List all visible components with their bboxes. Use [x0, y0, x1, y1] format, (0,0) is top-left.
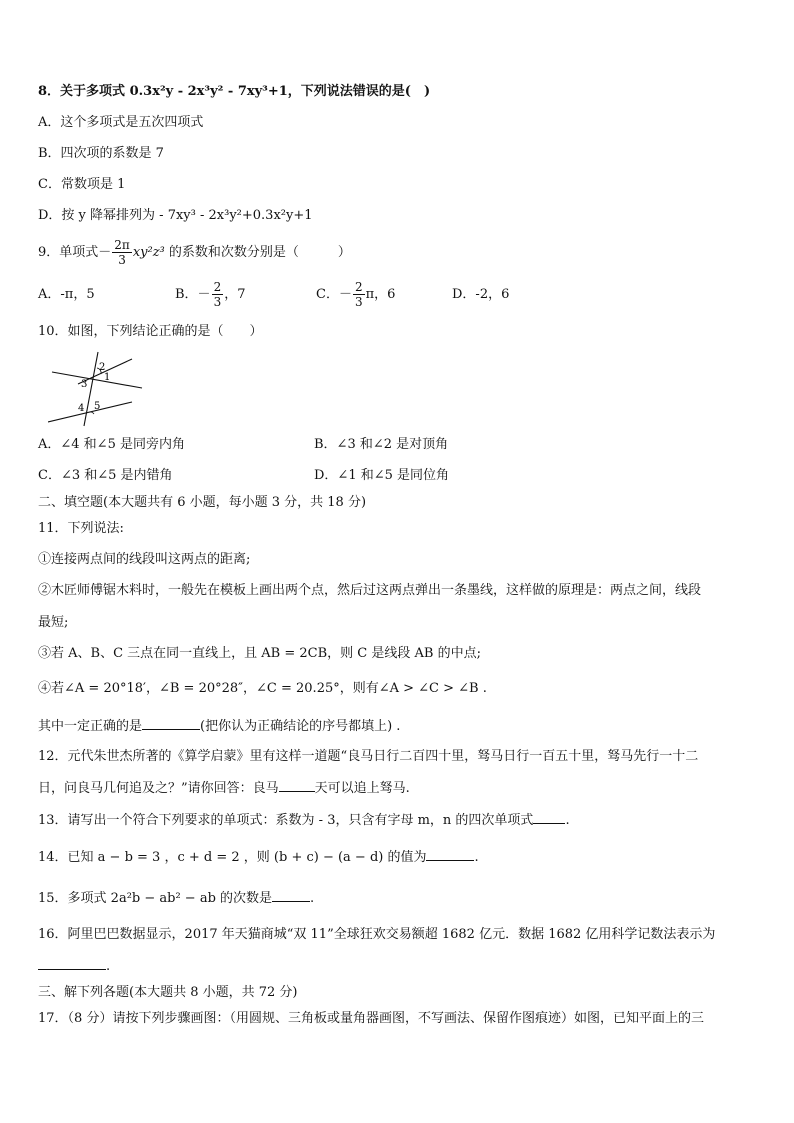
- q10-option-d: D．∠1 和∠5 是同位角: [314, 468, 450, 483]
- q16-answer-blank[interactable]: [38, 957, 106, 970]
- q9-suffix: 的系数和次数分别是（ ）: [168, 245, 351, 260]
- q10-option-a: A．∠4 和∠5 是同旁内角: [38, 437, 185, 452]
- q12-line2-suffix: 天可以追上驽马.: [314, 781, 410, 796]
- q13-answer-blank[interactable]: [533, 811, 565, 824]
- q8-option-a: A．这个多项式是五次四项式: [38, 115, 204, 130]
- q12-answer-blank[interactable]: [279, 779, 315, 792]
- angle-arc-5: [89, 412, 94, 414]
- q11-answer-suffix: (把你认为正确结论的序号都填上) .: [200, 719, 401, 734]
- q9-option-b: [175, 278, 245, 312]
- q10-angle-figure: [48, 344, 148, 430]
- angle-label-3: 3: [81, 379, 88, 390]
- q9-option-c-num: 2: [354, 280, 363, 294]
- q9-option-b-suffix: ，7: [224, 287, 246, 302]
- angle-label-4: 4: [78, 403, 85, 414]
- q11-answer-blank[interactable]: [142, 717, 200, 730]
- q14-text-suffix: .: [474, 850, 479, 865]
- q15-text-suffix: .: [310, 891, 315, 906]
- q16-line2-suffix: .: [106, 959, 111, 974]
- q14-answer-blank[interactable]: [426, 848, 474, 861]
- q14-text: [38, 848, 479, 867]
- q9-expr: xy²z³: [132, 245, 165, 260]
- q8-stem: 8．关于多项式 0.3x²y - 2x³y² - 7xy³+1，下列说法错误的是( ): [38, 84, 431, 99]
- q9-option-b-fraction: [212, 280, 224, 309]
- q10-option-b: B．∠3 和∠2 是对顶角: [314, 437, 449, 452]
- q11-statement-3: ③若 A、B、C 三点在同一直线上，且 AB = 2CB，则 C 是线段 AB 的中点;: [38, 646, 481, 661]
- q11-statement-2-line2: 最短;: [38, 615, 69, 630]
- q13-text-prefix: 13．请写出一个符合下列要求的单项式：系数为 - 3，只含有字母 m，n 的四次单项式: [38, 813, 534, 828]
- q12-line1: 12．元代朱世杰所著的《算学启蒙》里有这样一道题“良马日行二百四十里，驽马日行一百五十里，驽马先行一十二: [38, 749, 699, 764]
- q9-stem: [38, 236, 351, 270]
- q9-option-c: [316, 278, 395, 312]
- q15-answer-blank[interactable]: [272, 889, 310, 902]
- q15-text-prefix: 15．多项式 2a²b − ab² − ab 的次数是: [38, 891, 273, 906]
- angle-label-1: 1: [104, 372, 111, 383]
- q11-stem: 11．下列说法:: [38, 521, 124, 536]
- q14-text-prefix: 14．已知 a − b = 3 ，c + d = 2 ，则 (b + c) − (a − d) 的值为: [38, 850, 427, 865]
- section-3-heading: 三、解下列各题(本大题共 8 小题，共 72 分): [38, 985, 298, 1000]
- section-2-heading: 二、填空题(本大题共有 6 小题，每小题 3 分，共 18 分): [38, 495, 367, 510]
- q9-frac-den: 3: [118, 253, 126, 267]
- q9-option-c-fraction: [353, 280, 365, 309]
- q9-option-c-prefix: C．－: [316, 287, 352, 302]
- q11-answer-line: [38, 717, 400, 736]
- q9-coefficient-fraction: [112, 238, 132, 267]
- q8-option-b: B．四次项的系数是 7: [38, 146, 164, 161]
- q9-option-d: D．-2，6: [452, 287, 510, 302]
- q11-statement-2-line1: ②木匠师傅锯木料时，一般先在模板上画出两个点，然后过这两点弹出一条墨线，这样做的原理是：两点之间，线段: [38, 583, 702, 598]
- angle-label-5: 5: [94, 401, 101, 412]
- q9-frac-num: 2π: [114, 238, 130, 252]
- q9-option-a: A．-π，5: [38, 287, 95, 302]
- q9-prefix: 9．单项式－: [38, 245, 112, 260]
- q13-text-suffix: .: [565, 813, 570, 828]
- q16-line2: [38, 957, 110, 976]
- q11-answer-prefix: 其中一定正确的是: [38, 719, 143, 734]
- q9-option-b-den: 3: [213, 295, 222, 309]
- q15-text: [38, 889, 314, 908]
- q16-line1: 16．阿里巴巴数据显示，2017 年天猫商城“双 11”全球狂欢交易额超 1682 亿元．数据 1682 亿用科学记数法表示为: [38, 927, 716, 942]
- q10-stem: 10．如图，下列结论正确的是（ ）: [38, 324, 263, 339]
- q12-line2-prefix: 日，问良马几何追及之？”请你回答：良马: [38, 781, 279, 796]
- q9-option-c-den: 3: [354, 295, 363, 309]
- figure-line-upper: [52, 372, 142, 388]
- q8-option-d: D．按 y 降幂排列为 - 7xy³ - 2x³y²+0.3x²y+1: [38, 208, 313, 223]
- q10-option-c: C．∠3 和∠5 是内错角: [38, 468, 173, 483]
- q11-statement-1: ①连接两点间的线段叫这两点的距离;: [38, 552, 251, 567]
- q11-statement-4: ④若∠A = 20°18′，∠B = 20°28″，∠C = 20.25°，则有∠A > ∠C > ∠B .: [38, 681, 487, 696]
- q12-line2: [38, 779, 410, 798]
- q8-option-c: C．常数项是 1: [38, 177, 126, 192]
- angle-label-2: 2: [99, 362, 106, 373]
- q9-option-b-num: 2: [213, 280, 222, 294]
- q9-option-c-suffix: π，6: [365, 287, 396, 302]
- q13-text: [38, 811, 570, 830]
- q17-text: 17．（8 分）请按下列步骤画图：（用圆规、三角板或量角器画图，不写画法、保留作图痕迹）如图，已知平面上的三: [38, 1011, 704, 1026]
- q9-option-b-prefix: B．－: [175, 287, 211, 302]
